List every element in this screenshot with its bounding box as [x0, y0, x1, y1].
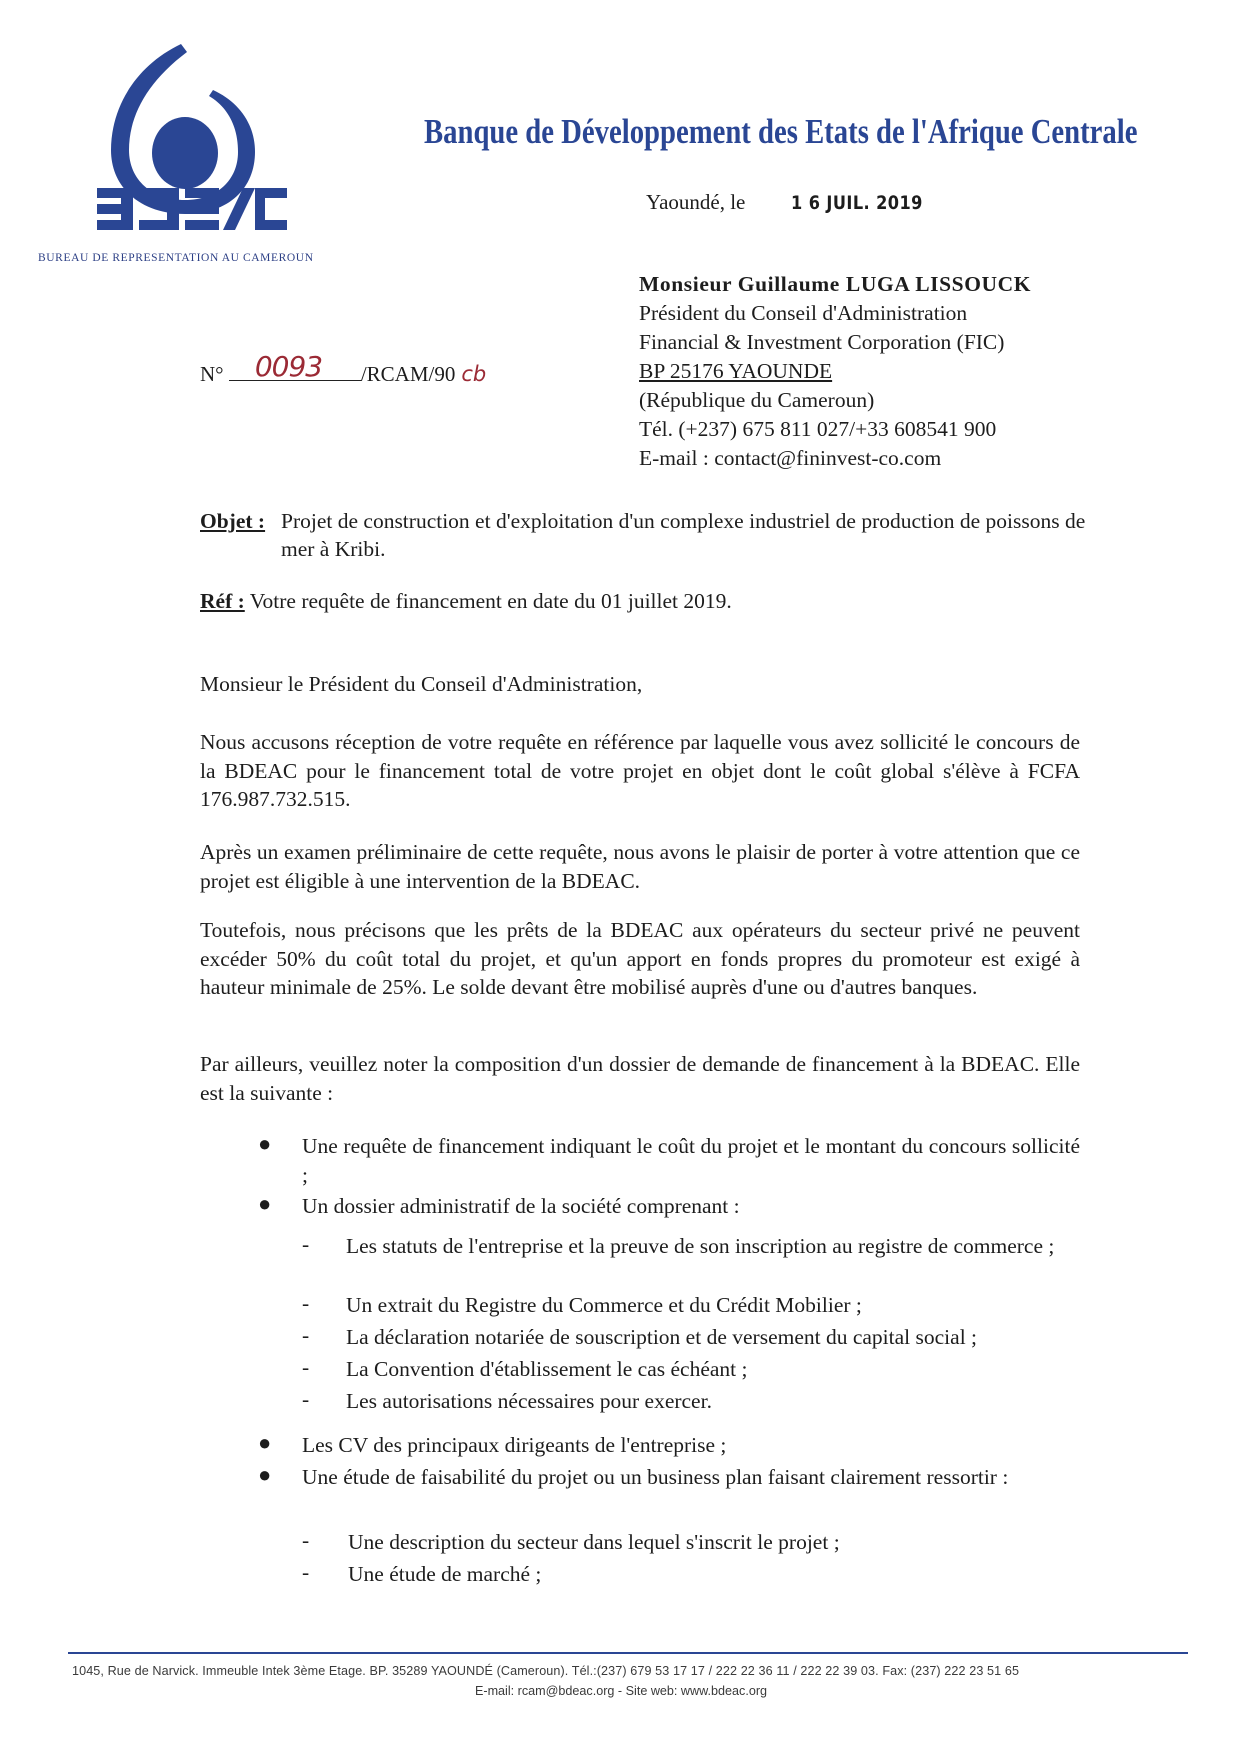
dash-marker: -	[302, 1387, 310, 1411]
recipient-company: Financial & Investment Corporation (FIC)	[639, 330, 1005, 354]
footer-address: 1045, Rue de Narvick. Immeuble Intek 3ème Etage. BP. 35289 YAOUNDÉ (Cameroun). Tél.:(237) 679 53 17 17 / 222 22 36 11 / 222 22 39 03. Fax: (237) 222 23 51 65	[72, 1664, 1020, 1678]
sub-list-item: Une étude de marché ;	[348, 1562, 542, 1586]
paragraph-1: Nous accusons réception de votre requête en référence par laquelle vous avez sollicité le concours de la BDEAC pour le financement total de votre projet en objet dont le coût global s'élève à FCFA 176.987.732.515.	[200, 730, 1080, 811]
paragraph-2: Après un examen préliminaire de cette requête, nous avons le plaisir de porter à votre attention que ce projet est éligible à une intervention de la BDEAC.	[200, 840, 1080, 893]
paragraph-4: Par ailleurs, veuillez noter la composition d'un dossier de demande de financement à la BDEAC. Elle est la suivante :	[200, 1052, 1080, 1105]
ref-text: Votre requête de financement en date du 01 juillet 2019.	[249, 589, 732, 613]
ref-suffix: /RCAM/90	[360, 362, 456, 386]
handwritten-initials: cb	[461, 362, 487, 386]
dash-marker: -	[302, 1355, 310, 1379]
sub-list-item: La déclaration notariée de souscription et de versement du capital social ;	[346, 1325, 978, 1349]
recipient-title: Président du Conseil d'Administration	[639, 301, 968, 325]
list-item: Un dossier administratif de la société comprenant :	[302, 1194, 740, 1218]
objet-text: Projet de construction et d'exploitation d'un complexe industriel de production de poissons de mer à Kribi.	[281, 509, 1086, 561]
sub-list-item: Une description du secteur dans lequel s'inscrit le projet ;	[348, 1530, 840, 1554]
date-line	[646, 190, 946, 215]
date-stamp: 1 6 JUIL. 2019	[790, 192, 923, 214]
sub-list-item: La Convention d'établissement le cas échéant ;	[346, 1357, 748, 1381]
bullet-dot: ●	[258, 1430, 272, 1455]
bureau-label: BUREAU DE REPRESENTATION AU CAMEROUN	[38, 252, 314, 264]
dash-marker: -	[302, 1560, 310, 1584]
reference-number	[200, 350, 487, 387]
bdeac-logo	[95, 38, 295, 243]
dash-marker: -	[302, 1528, 310, 1552]
date-place: Yaoundé, le	[646, 190, 746, 214]
ref-prefix: N°	[200, 362, 224, 386]
recipient-tel: Tél. (+237) 675 811 027/+33 608541 900	[639, 417, 997, 441]
bullet-dot: ●	[258, 1131, 272, 1156]
footer-divider	[68, 1652, 1188, 1654]
bullet-dot: ●	[258, 1191, 272, 1216]
footer-contact: E-mail: rcam@bdeac.org - Site web: www.bdeac.org	[474, 1684, 768, 1698]
objet-block	[200, 507, 1086, 561]
list-item: Une étude de faisabilité du projet ou un business plan faisant clairement ressortir :	[302, 1465, 1009, 1489]
ref-label: Réf :	[200, 589, 245, 613]
objet-label: Objet :	[200, 509, 266, 533]
dash-marker: -	[302, 1291, 310, 1315]
paragraph-3: Toutefois, nous précisons que les prêts de la BDEAC aux opérateurs du secteur privé ne peuvent excéder 50% du coût total du projet, et qu'un apport en fonds propres du promoteur est exigé à hauteur minimale de 25%. Le solde devant être mobilisé auprès d'une ou d'autres banques.	[200, 918, 1080, 999]
recipient-box: BP 25176 YAOUNDE	[639, 359, 833, 383]
ref-block	[200, 589, 732, 614]
ref-number-field	[229, 350, 361, 383]
sub-list-item: Les statuts de l'entreprise et la preuve de son inscription au registre de commerce ;	[346, 1234, 1055, 1258]
sub-list-item: Un extrait du Registre du Commerce et du Crédit Mobilier ;	[346, 1293, 862, 1317]
logo-letters	[97, 188, 287, 230]
list-item: Les CV des principaux dirigeants de l'entreprise ;	[302, 1433, 727, 1457]
bullet-dot: ●	[258, 1462, 272, 1487]
sub-list-item: Les autorisations nécessaires pour exercer.	[346, 1389, 712, 1413]
handwritten-number: 0093	[254, 350, 323, 383]
recipient-email: E-mail : contact@fininvest-co.com	[639, 446, 942, 470]
recipient-country: (République du Cameroun)	[639, 388, 875, 412]
bank-name: Banque de Développement des Etats de l'Afrique Centrale	[424, 112, 1138, 151]
dash-marker: -	[302, 1232, 310, 1256]
dash-marker: -	[302, 1323, 310, 1347]
recipient-name: Monsieur Guillaume LUGA LISSOUCK	[639, 272, 1032, 296]
salutation: Monsieur le Président du Conseil d'Administration,	[200, 672, 643, 696]
list-item: Une requête de financement indiquant le coût du projet et le montant du concours sollicité ;	[302, 1134, 1080, 1187]
